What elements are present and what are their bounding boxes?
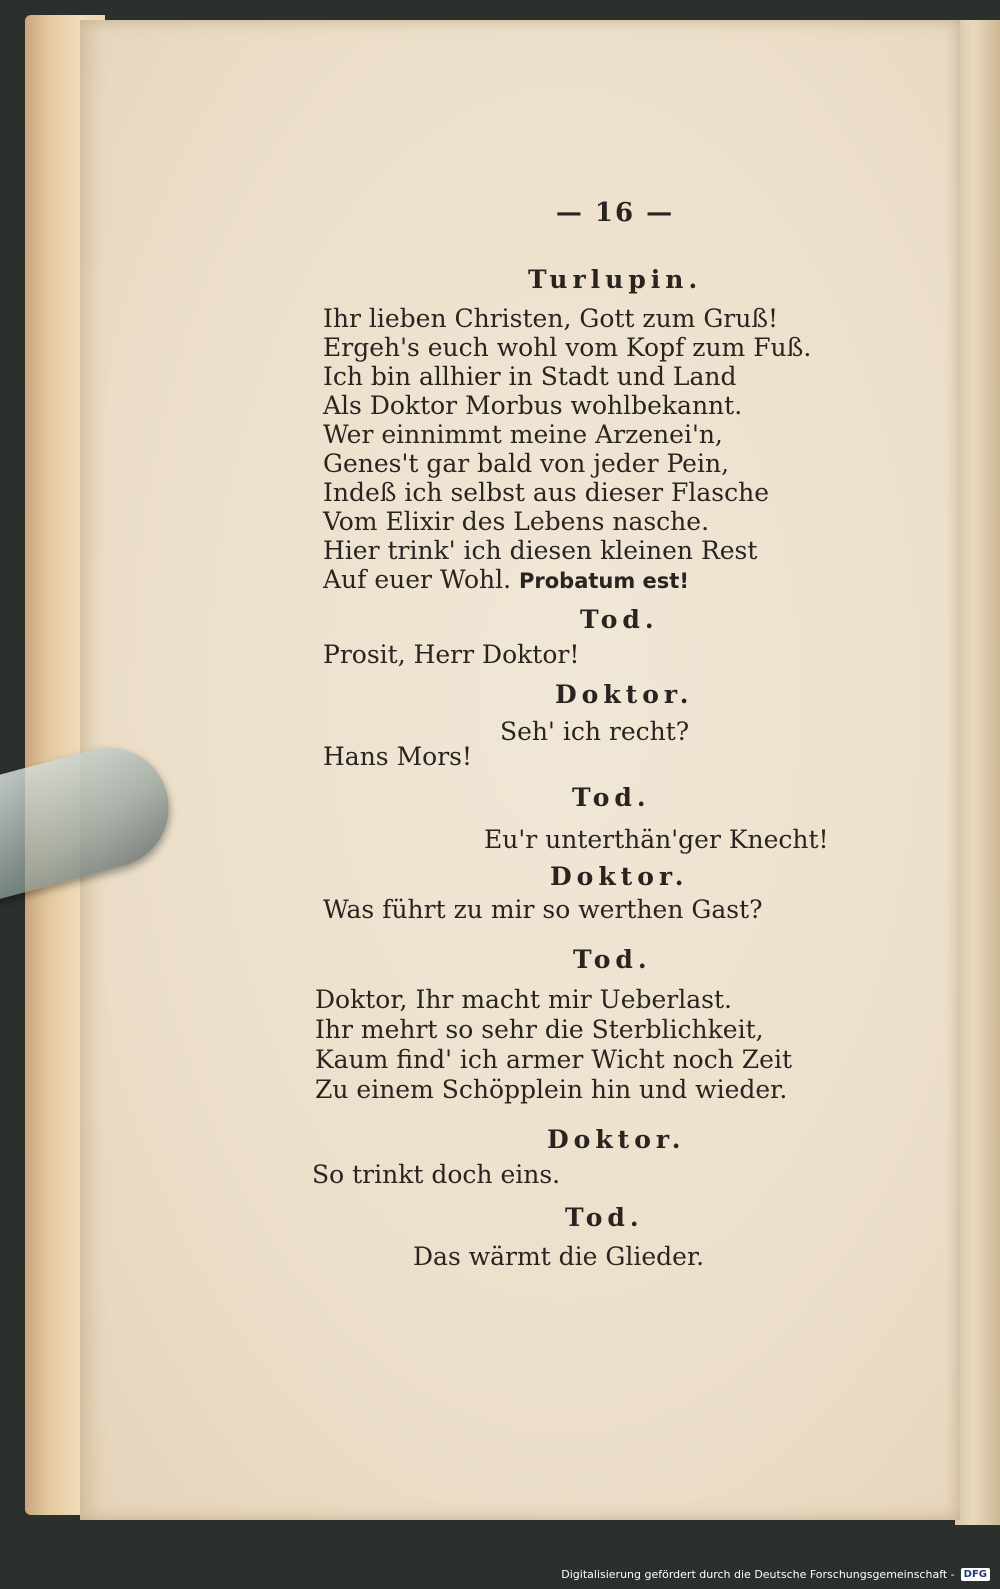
verse-line: Wer einnimmt meine Arzenei'n, xyxy=(323,420,723,449)
verse-line: Genes't gar bald von jeder Pein, xyxy=(323,449,730,478)
footer-text: Digitalisierung gefördert durch die Deutsche Forschungsgemeinschaft - xyxy=(561,1567,955,1581)
speaker-turlupin: Turlupin. xyxy=(528,265,703,294)
verse-text: Auf euer Wohl. xyxy=(323,565,512,594)
verse-line: Das wärmt die Glieder. xyxy=(413,1242,705,1271)
verse-line: Hier trink' ich diesen kleinen Rest xyxy=(323,536,758,565)
verse-line: Ihr mehrt so sehr die Sterblichkeit, xyxy=(315,1015,764,1044)
verse-line: Als Doktor Morbus wohlbekannt. xyxy=(323,391,743,420)
verse-line: Doktor, Ihr macht mir Ueberlast. xyxy=(315,985,732,1014)
verse-line: Seh' ich recht? xyxy=(500,717,690,746)
next-page-edge xyxy=(955,20,1000,1525)
verse-line: Ergeh's euch wohl vom Kopf zum Fuß. xyxy=(323,333,812,362)
verse-line: Ihr lieben Christen, Gott zum Gruß! xyxy=(323,304,779,333)
verse-line: Eu'r unterthän'ger Knecht! xyxy=(484,825,829,854)
speaker-doktor: Doktor. xyxy=(550,862,689,891)
speaker-tod: Tod. xyxy=(565,1203,644,1232)
dfg-logo: DFG xyxy=(961,1568,990,1581)
speaker-doktor: Doktor. xyxy=(547,1125,686,1154)
page-number: — 16 — xyxy=(555,198,675,228)
verse-line: Vom Elixir des Lebens nasche. xyxy=(323,507,710,536)
verse-line: Kaum find' ich armer Wicht noch Zeit xyxy=(315,1045,792,1074)
speaker-tod: Tod. xyxy=(572,783,651,812)
verse-line xyxy=(323,565,689,594)
verse-line: Prosit, Herr Doktor! xyxy=(323,640,580,669)
latin-phrase: Probatum est! xyxy=(519,569,689,593)
verse-line: Indeß ich selbst aus dieser Flasche xyxy=(323,478,769,507)
verse-line: Hans Mors! xyxy=(323,742,473,771)
verse-line: So trinkt doch eins. xyxy=(312,1160,561,1189)
book-page xyxy=(80,20,960,1520)
footer-credit xyxy=(561,1563,990,1585)
verse-line: Was führt zu mir so werthen Gast? xyxy=(323,895,763,924)
verse-line: Zu einem Schöpplein hin und wieder. xyxy=(315,1075,788,1104)
speaker-doktor: Doktor. xyxy=(555,680,694,709)
speaker-tod: Tod. xyxy=(580,605,659,634)
verse-line: Ich bin allhier in Stadt und Land xyxy=(323,362,737,391)
speaker-tod: Tod. xyxy=(573,945,652,974)
